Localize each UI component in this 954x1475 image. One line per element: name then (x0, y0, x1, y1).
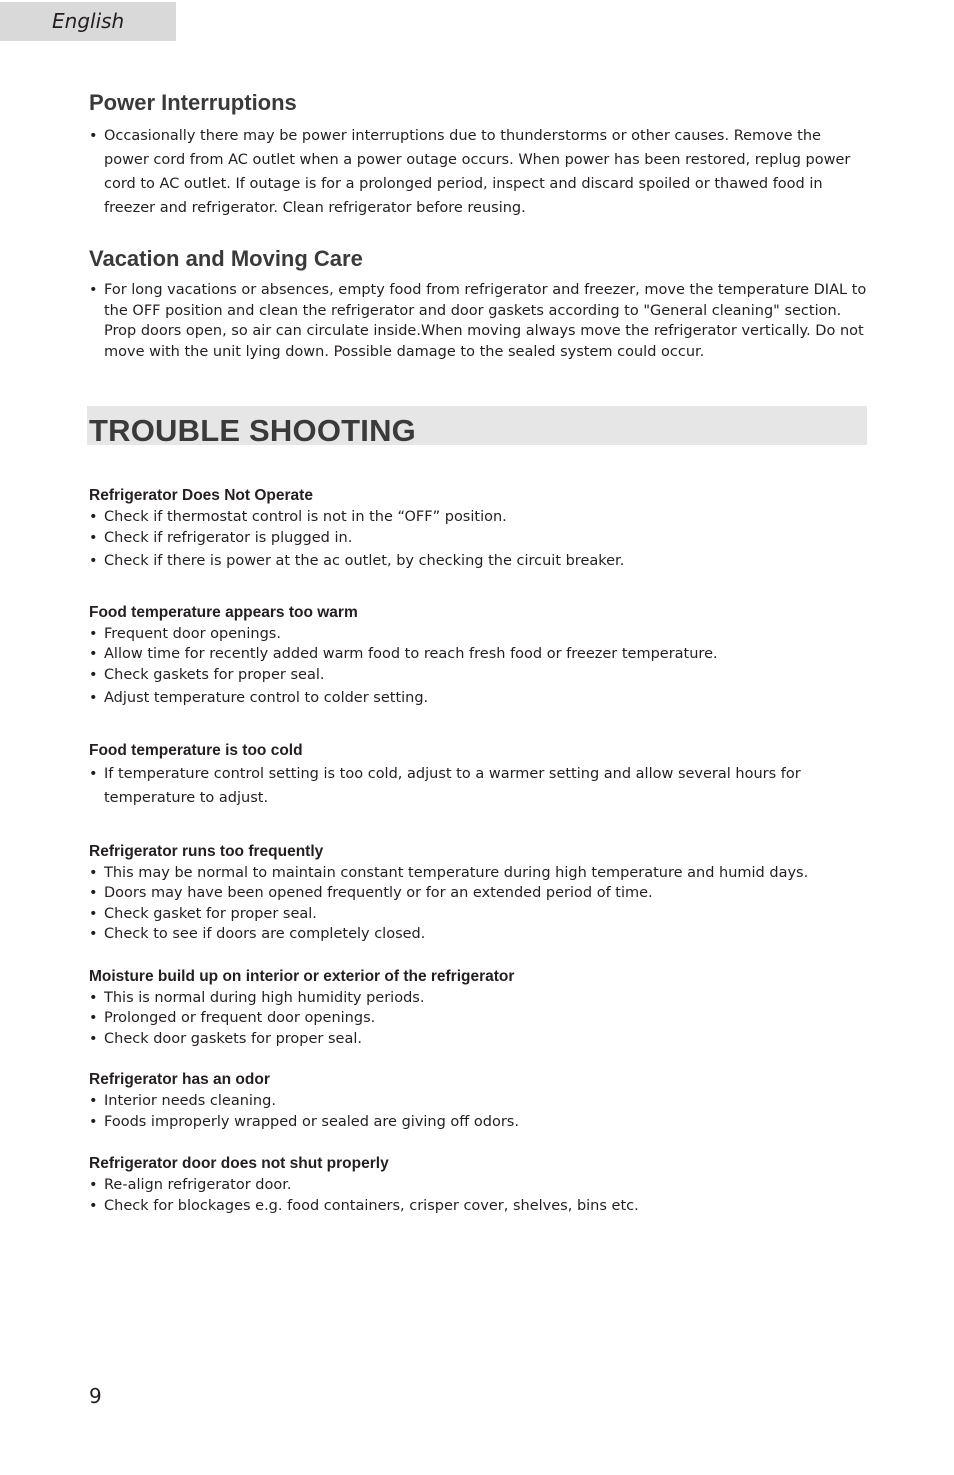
section-heading-odor: Refrigerator has an odor (89, 1071, 270, 1088)
power-interruptions-heading: Power Interruptions (89, 90, 297, 115)
list-item: • This is normal during high humidity periods. (89, 988, 869, 1009)
section-heading-not-operate: Refrigerator Does Not Operate (89, 487, 313, 504)
section-list-not-operate (89, 507, 869, 572)
page-content (89, 88, 869, 1216)
list-item: • Re-align refrigerator door. (89, 1175, 869, 1196)
section-heading-runs-frequently: Refrigerator runs too frequently (89, 842, 324, 860)
list-item: • Allow time for recently added warm food to reach fresh food or freezer temperature. (89, 644, 869, 665)
trouble-shooting-banner (87, 406, 867, 448)
vacation-list (89, 280, 869, 362)
list-item: • For long vacations or absences, empty food from refrigerator and freezer, move the temperature DIAL to the OFF position and clean the refrigerator and door gaskets according to "General cleaning" section. Prop doors open, so air can circulate inside.When moving always move the refrigerator vertically. Do not move with the unit lying down. Possible damage to the sealed system could occur. (89, 280, 869, 362)
list-item: • Check gasket for proper seal. (89, 904, 869, 925)
vacation-heading: Vacation and Moving Care (89, 246, 363, 271)
section-list-runs-frequently (89, 863, 869, 945)
section-list-moisture (89, 988, 869, 1050)
trouble-shooting-title: TROUBLE SHOOTING (89, 413, 416, 448)
section-heading-door: Refrigerator door does not shut properly (89, 1155, 389, 1172)
section-list-door (89, 1175, 869, 1216)
list-item: • Check if thermostat control is not in the “OFF” position. (89, 507, 869, 528)
list-item: • Adjust temperature control to colder setting. (89, 688, 869, 709)
list-item: • Check if there is power at the ac outlet, by checking the circuit breaker. (89, 551, 869, 572)
list-item: • Check for blockages e.g. food containers, crisper cover, shelves, bins etc. (89, 1196, 869, 1217)
list-item: • Doors may have been opened frequently or for an extended period of time. (89, 883, 869, 904)
section-list-too-cold (89, 762, 869, 810)
section-heading-too-cold: Food temperature is too cold (89, 741, 303, 759)
list-item: • Foods improperly wrapped or sealed are giving off odors. (89, 1112, 869, 1133)
list-item: • Check to see if doors are completely closed. (89, 924, 869, 945)
list-item: • Check gaskets for proper seal. (89, 665, 869, 686)
page-number: 9 (89, 1384, 102, 1408)
list-item: • Check door gaskets for proper seal. (89, 1029, 869, 1050)
list-item: • If temperature control setting is too cold, adjust to a warmer setting and allow several hours for temperature to adjust. (89, 762, 869, 810)
list-item: • Frequent door openings. (89, 624, 869, 645)
list-item: • Interior needs cleaning. (89, 1091, 869, 1112)
section-heading-too-warm: Food temperature appears too warm (89, 603, 358, 621)
section-heading-moisture: Moisture build up on interior or exterior of the refrigerator (89, 967, 515, 985)
list-item: • This may be normal to maintain constant temperature during high temperature and humid days. (89, 863, 869, 884)
list-item: • Occasionally there may be power interruptions due to thunderstorms or other causes. Remove the power cord from AC outlet when a power outage occurs. When power has been restored, replug power cord to AC outlet. If outage is for a prolonged period, inspect and discard spoiled or thawed food in freezer and refrigerator. Clean refrigerator before reusing. (89, 124, 869, 220)
section-list-too-warm (89, 624, 869, 709)
list-item: • Prolonged or frequent door openings. (89, 1008, 869, 1029)
power-interruptions-list (89, 124, 869, 220)
section-list-odor (89, 1091, 869, 1132)
language-tab: English (0, 2, 176, 41)
list-item: • Check if refrigerator is plugged in. (89, 528, 869, 549)
